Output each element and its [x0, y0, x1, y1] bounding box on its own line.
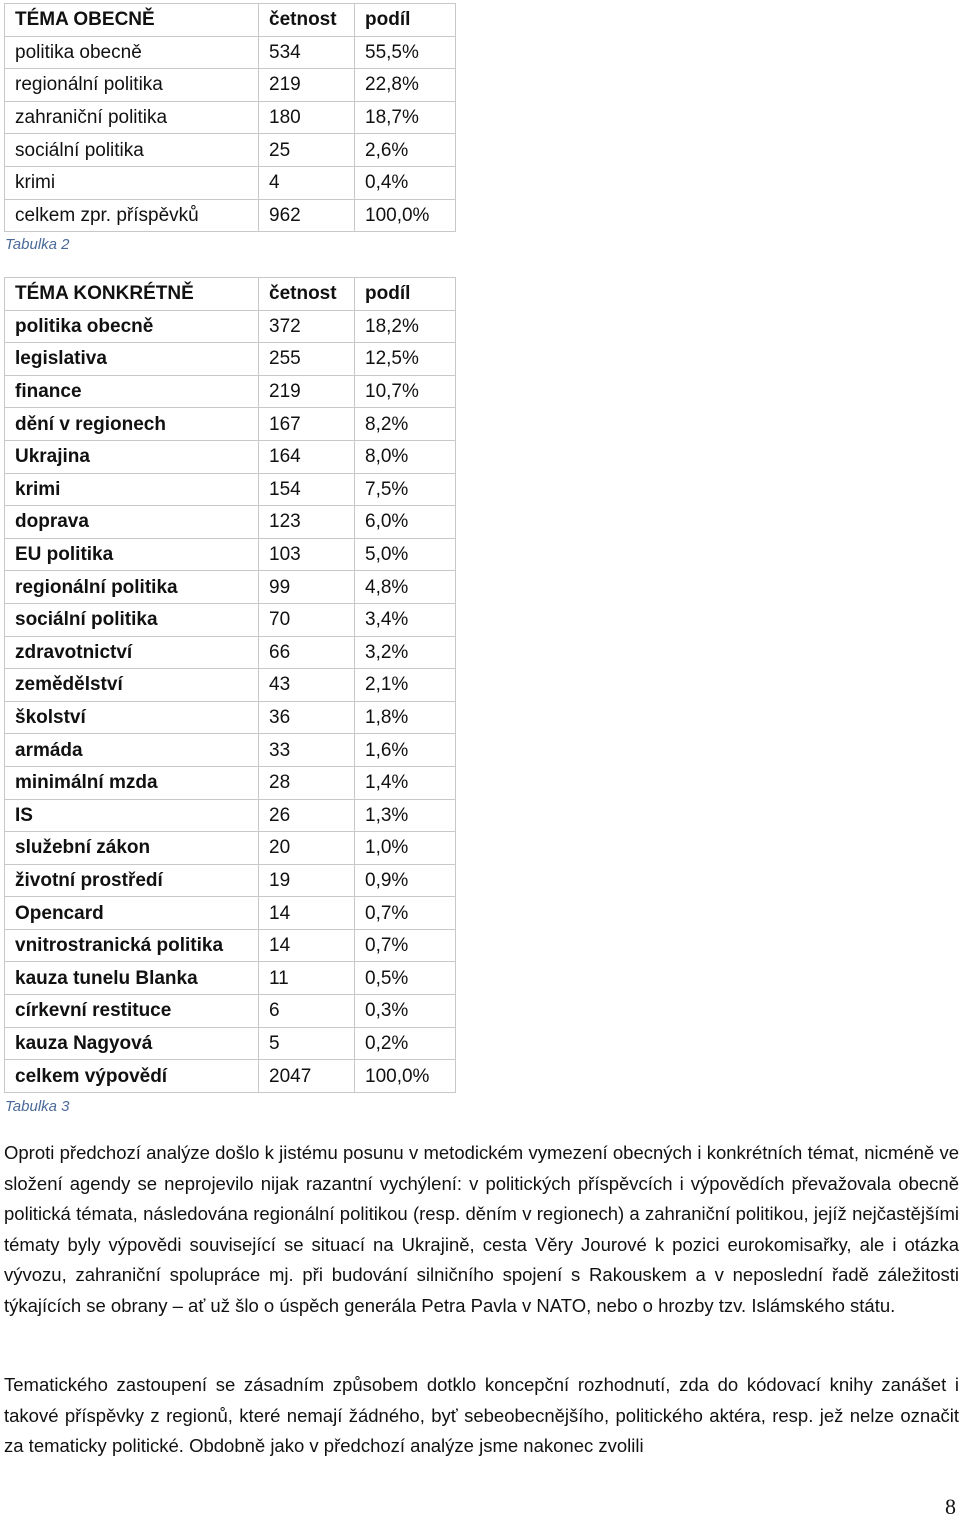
table-row: [5, 962, 456, 995]
table-row: [5, 69, 456, 102]
topic-general-table-body: [5, 4, 456, 232]
column-header: podíl: [355, 278, 456, 311]
table-row: [5, 799, 456, 832]
table-row: [5, 832, 456, 865]
table-cell: zemědělství: [5, 669, 259, 702]
table-cell: regionální politika: [5, 571, 259, 604]
table-cell: dění v regionech: [5, 408, 259, 441]
body-paragraph: Tematického zastoupení se zásadním způsobem dotklo koncepční rozhodnutí, zda do kódovací knihy zanášet i takové příspěvky z regionů, které nemají žádného, byť sebeobecnějšího, politického aktéra, resp. jež nelze označit za tematicky politické. Obdobně jako v předchozí analýze jsme nakonec zvolili: [4, 1374, 959, 1456]
table-cell: 1,4%: [355, 766, 456, 799]
table-cell: 18,2%: [355, 310, 456, 343]
table-cell: 1,6%: [355, 734, 456, 767]
table-cell: 43: [259, 669, 355, 702]
table-cell: 180: [259, 101, 355, 134]
table-cell: 20: [259, 832, 355, 865]
table-cell: 4: [259, 166, 355, 199]
table-row: [5, 538, 456, 571]
table-row: [5, 199, 456, 232]
table-cell: 36: [259, 701, 355, 734]
table-cell: 100,0%: [355, 199, 456, 232]
table-cell: 19: [259, 864, 355, 897]
page-number: 8: [945, 1494, 956, 1519]
table-cell: 3,4%: [355, 603, 456, 636]
table-cell: kauza tunelu Blanka: [5, 962, 259, 995]
table-cell: 3,2%: [355, 636, 456, 669]
table-cell: 99: [259, 571, 355, 604]
table-cell: armáda: [5, 734, 259, 767]
table-cell: regionální politika: [5, 69, 259, 102]
table-cell: zdravotnictví: [5, 636, 259, 669]
table-cell: 0,7%: [355, 897, 456, 930]
column-header: podíl: [355, 4, 456, 37]
table-cell: 26: [259, 799, 355, 832]
table-row: [5, 897, 456, 930]
table-cell: 10,7%: [355, 375, 456, 408]
table-cell: 55,5%: [355, 36, 456, 69]
table-row: [5, 1060, 456, 1093]
table-cell: 33: [259, 734, 355, 767]
table-cell: 103: [259, 538, 355, 571]
table-cell: finance: [5, 375, 259, 408]
table-header-row: [5, 278, 456, 311]
table-cell: školství: [5, 701, 259, 734]
table-row: [5, 929, 456, 962]
table-cell: 14: [259, 929, 355, 962]
table-cell: 22,8%: [355, 69, 456, 102]
table-row: [5, 669, 456, 702]
table-cell: 18,7%: [355, 101, 456, 134]
table-cell: 6: [259, 995, 355, 1028]
table-row: [5, 636, 456, 669]
column-header: TÉMA OBECNĚ: [5, 4, 259, 37]
table-cell: 219: [259, 375, 355, 408]
table-cell: 1,8%: [355, 701, 456, 734]
topic-specific-table: [4, 277, 456, 1093]
table-cell: 0,2%: [355, 1027, 456, 1060]
table-row: [5, 101, 456, 134]
table-cell: 1,3%: [355, 799, 456, 832]
column-header: četnost: [259, 4, 355, 37]
table-cell: 0,4%: [355, 166, 456, 199]
table-cell: zahraniční politika: [5, 101, 259, 134]
table-cell: 164: [259, 440, 355, 473]
table-cell: minimální mzda: [5, 766, 259, 799]
table-cell: 2047: [259, 1060, 355, 1093]
table-cell: Opencard: [5, 897, 259, 930]
table-cell: služební zákon: [5, 832, 259, 865]
table-cell: krimi: [5, 166, 259, 199]
table-cell: doprava: [5, 506, 259, 539]
table-cell: 0,7%: [355, 929, 456, 962]
table-cell: 2,1%: [355, 669, 456, 702]
table-cell: církevní restituce: [5, 995, 259, 1028]
table-cell: celkem zpr. příspěvků: [5, 199, 259, 232]
table-cell: sociální politika: [5, 134, 259, 167]
table-row: [5, 440, 456, 473]
table-cell: 6,0%: [355, 506, 456, 539]
table-cell: 255: [259, 343, 355, 376]
table-cell: 0,3%: [355, 995, 456, 1028]
table-row: [5, 603, 456, 636]
table-cell: 2,6%: [355, 134, 456, 167]
topic-specific-table-body: [5, 278, 456, 1093]
table-cell: 5: [259, 1027, 355, 1060]
table-cell: 4,8%: [355, 571, 456, 604]
table-cell: politika obecně: [5, 310, 259, 343]
table-cell: 8,0%: [355, 440, 456, 473]
table-cell: 372: [259, 310, 355, 343]
body-paragraph: Oproti předchozí analýze došlo k jistému posunu v metodickém vymezení obecných i konkrétních témat, nicméně ve složení agendy se neprojevilo nijak razantní vychýlení: v politických příspěvcích i výpovědích převažovala obecně politická témata, následována regionální politikou (resp. děním v regionech) a zahraniční politikou, jejíž nejčastějšími tématy byly výpovědi související se situací na Ukrajině, cesta Věry Jourové k pozici eurokomisařky, ale i otázka vývozu, zahraniční spolupráce mj. při budování silničního spojení s Rakouskem a v neposlední řadě záležitosti týkajících se obrany – ať už šlo o úspěch generála Petra Pavla v NATO, nebo o hrozby tzv. Islámského státu.: [4, 1142, 959, 1316]
column-header: TÉMA KONKRÉTNĚ: [5, 278, 259, 311]
table-row: [5, 1027, 456, 1060]
table-cell: 100,0%: [355, 1060, 456, 1093]
table-row: [5, 473, 456, 506]
table-cell: sociální politika: [5, 603, 259, 636]
table-cell: 12,5%: [355, 343, 456, 376]
table-cell: 14: [259, 897, 355, 930]
table-cell: 219: [259, 69, 355, 102]
table-cell: 123: [259, 506, 355, 539]
table-cell: IS: [5, 799, 259, 832]
topic-general-table: [4, 3, 456, 232]
table-row: [5, 571, 456, 604]
table-cell: legislativa: [5, 343, 259, 376]
table-row: [5, 166, 456, 199]
table-cell: 167: [259, 408, 355, 441]
table-cell: vnitrostranická politika: [5, 929, 259, 962]
column-header: četnost: [259, 278, 355, 311]
table-cell: 70: [259, 603, 355, 636]
table-cell: 28: [259, 766, 355, 799]
table-row: [5, 375, 456, 408]
table-cell: EU politika: [5, 538, 259, 571]
table-cell: politika obecně: [5, 36, 259, 69]
table-row: [5, 36, 456, 69]
table-cell: 534: [259, 36, 355, 69]
table-row: [5, 506, 456, 539]
table-row: [5, 766, 456, 799]
table-cell: 66: [259, 636, 355, 669]
table-cell: životní prostředí: [5, 864, 259, 897]
table-cell: 7,5%: [355, 473, 456, 506]
table-row: [5, 343, 456, 376]
table-cell: 0,5%: [355, 962, 456, 995]
table-cell: celkem výpovědí: [5, 1060, 259, 1093]
table-cell: 962: [259, 199, 355, 232]
table-cell: kauza Nagyová: [5, 1027, 259, 1060]
table-row: [5, 134, 456, 167]
table-caption: Tabulka 2: [5, 236, 70, 253]
table-header-row: [5, 4, 456, 37]
table-cell: 25: [259, 134, 355, 167]
table-caption: Tabulka 3: [5, 1098, 70, 1115]
table-cell: Ukrajina: [5, 440, 259, 473]
table-cell: 1,0%: [355, 832, 456, 865]
table-cell: 8,2%: [355, 408, 456, 441]
table-row: [5, 310, 456, 343]
table-cell: krimi: [5, 473, 259, 506]
table-row: [5, 701, 456, 734]
table-cell: 0,9%: [355, 864, 456, 897]
table-cell: 5,0%: [355, 538, 456, 571]
table-row: [5, 995, 456, 1028]
table-row: [5, 734, 456, 767]
table-cell: 11: [259, 962, 355, 995]
table-row: [5, 408, 456, 441]
table-cell: 154: [259, 473, 355, 506]
table-row: [5, 864, 456, 897]
